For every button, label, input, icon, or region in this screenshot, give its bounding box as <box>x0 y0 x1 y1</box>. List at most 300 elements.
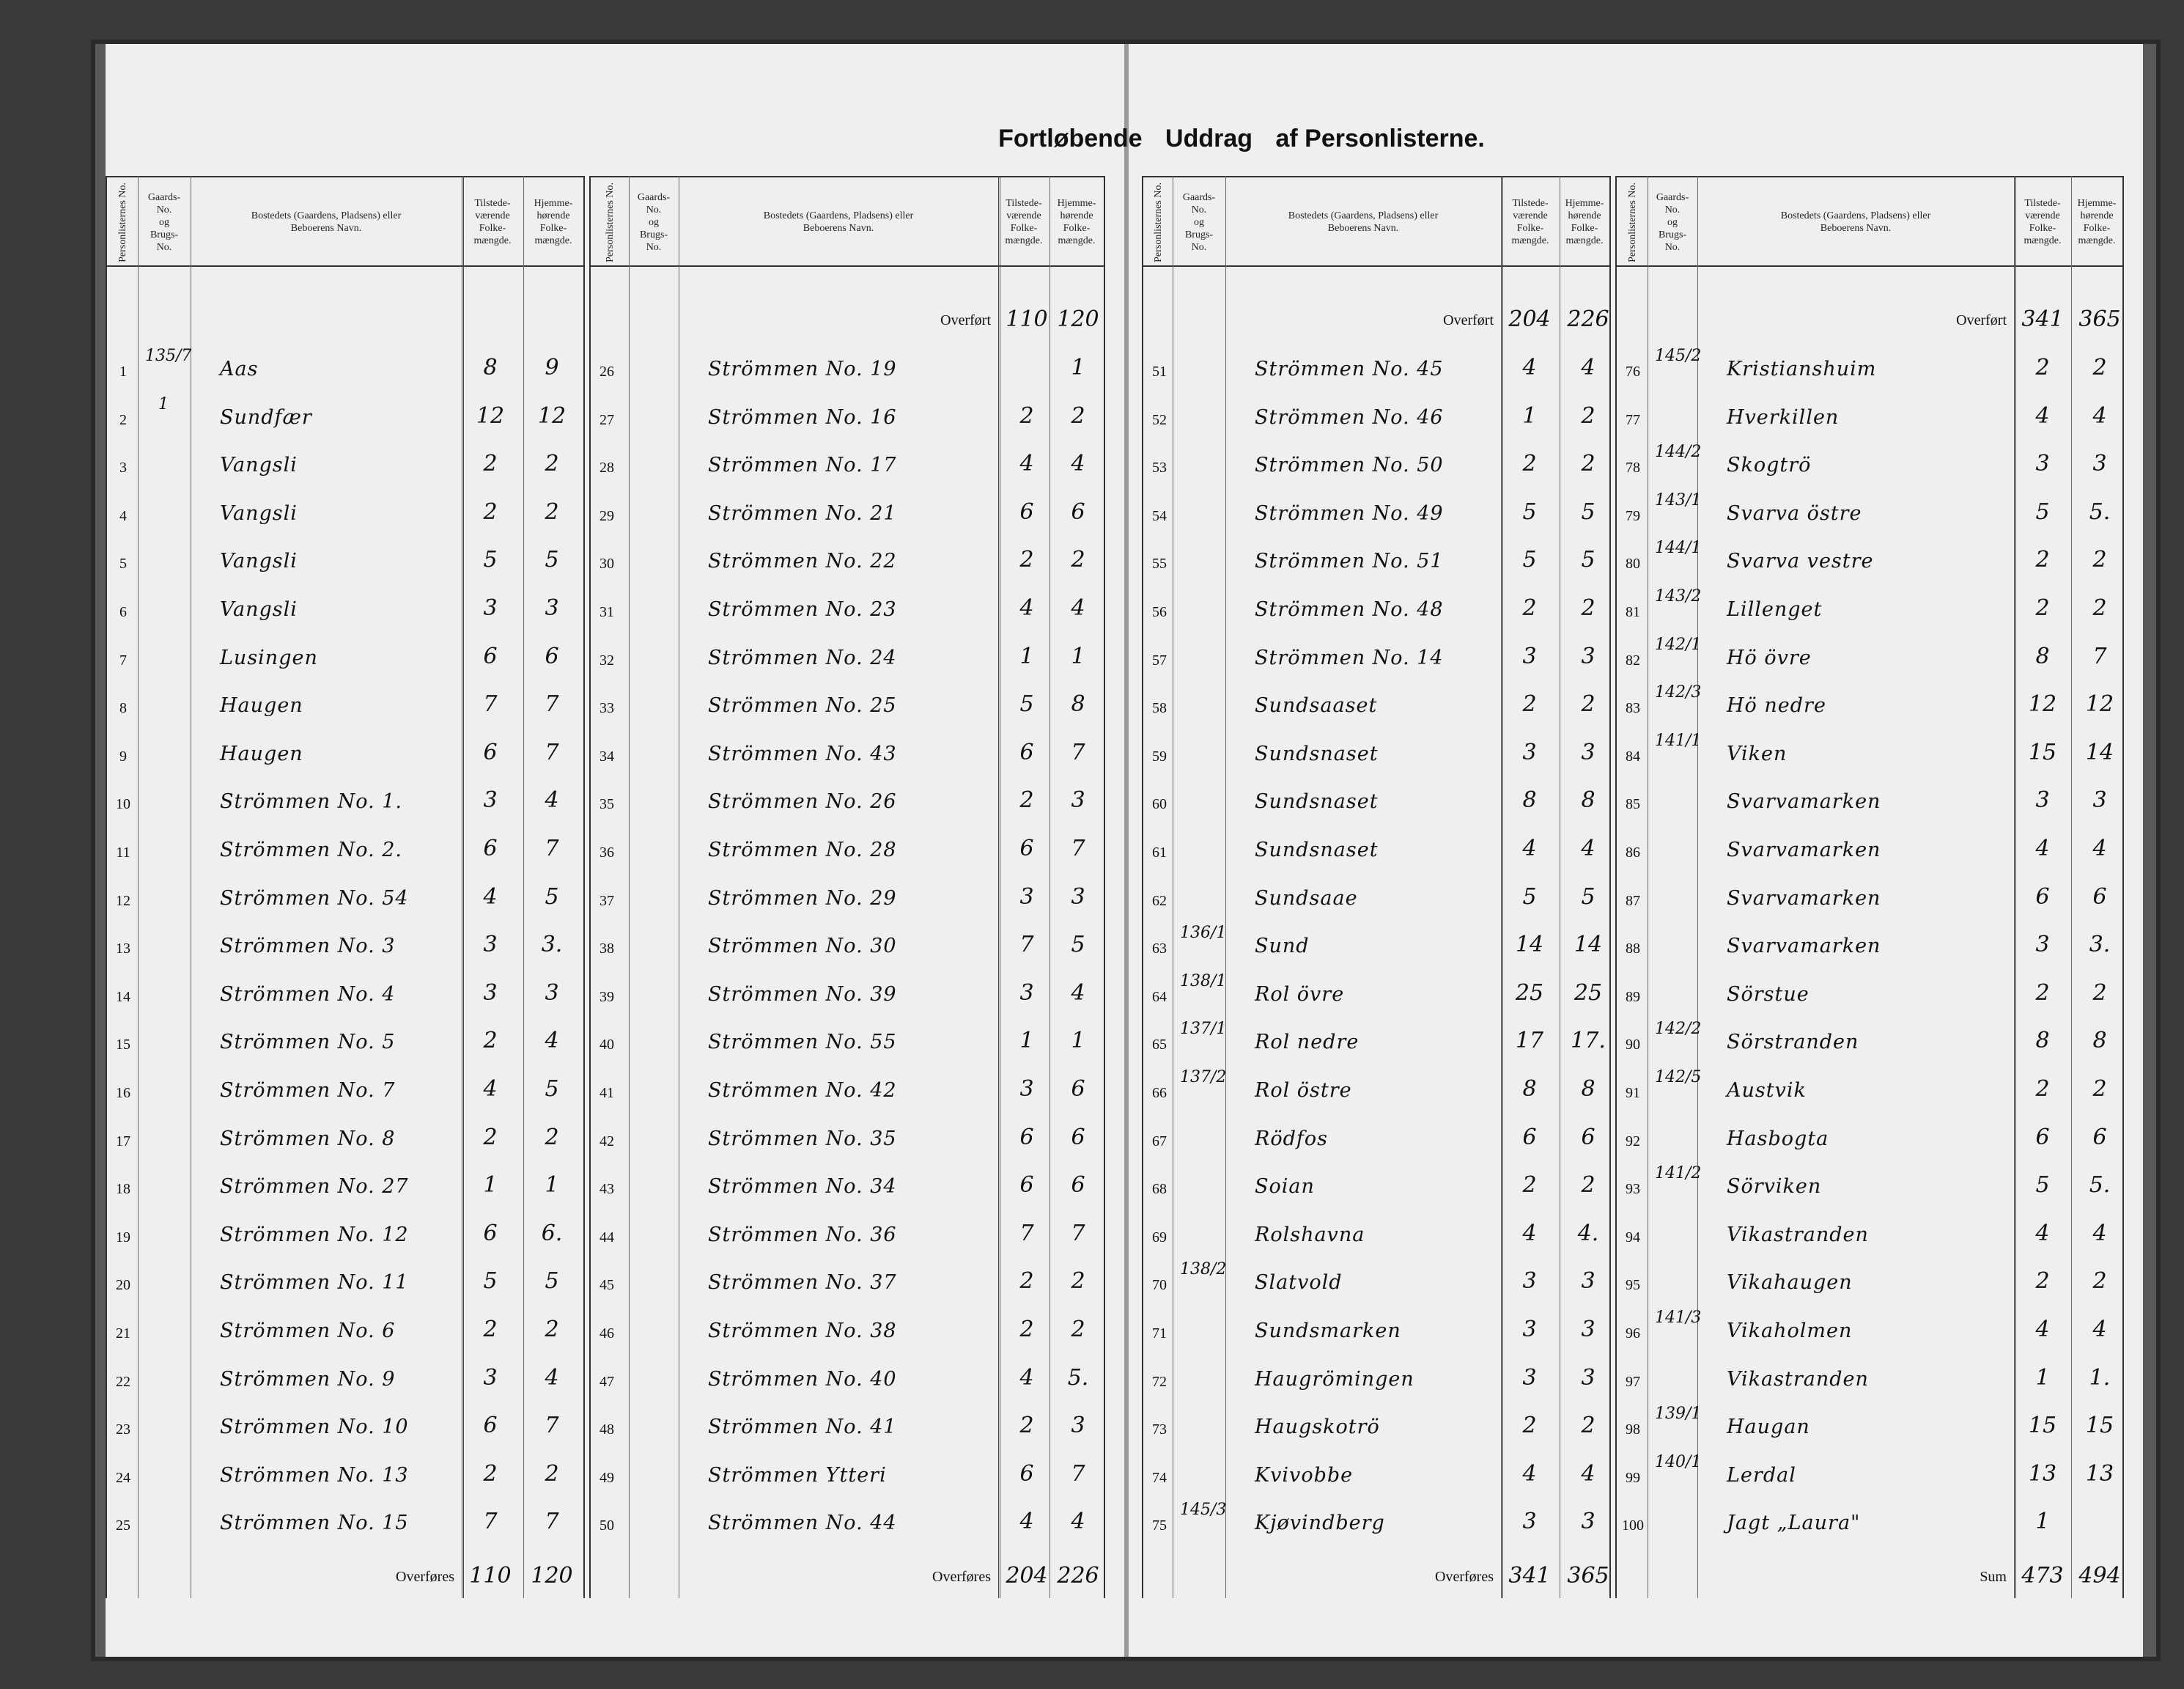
row-number: 79 <box>1626 507 1640 524</box>
farm-number: 136/1 <box>1180 924 1227 943</box>
header-gard <box>138 182 191 262</box>
count-resident: 3 <box>1581 739 1595 765</box>
count-resident: 3 <box>2092 787 2107 814</box>
row-number: 85 <box>1626 796 1640 813</box>
table-row <box>591 1314 1104 1358</box>
count-resident: 7 <box>545 691 559 718</box>
carried-in-row <box>591 306 1104 346</box>
row-number: 94 <box>1626 1229 1640 1245</box>
farm-number: 140/1 <box>1655 1452 1702 1471</box>
count-present: 2 <box>483 451 498 477</box>
table-row <box>591 496 1104 540</box>
count-present: 3 <box>483 932 498 958</box>
row-number: 99 <box>1626 1469 1640 1486</box>
table-row <box>591 1458 1104 1502</box>
residence-name: Vangsli <box>220 501 298 525</box>
row-number: 98 <box>1626 1421 1640 1438</box>
count-resident: 6 <box>1071 498 1085 525</box>
count-present: 2 <box>2035 1076 2050 1102</box>
count-resident: 7 <box>545 1413 559 1439</box>
residence-name: Vikastranden <box>1727 1367 1869 1391</box>
residence-name: Strömmen No. 35 <box>708 1127 897 1150</box>
count-resident: 15 <box>2085 1413 2114 1439</box>
row-number: 36 <box>600 844 614 861</box>
header-name-text: Bostedets (Gaardens, Pladsens) eller Beboerens Navn. <box>763 210 914 234</box>
row-number: 92 <box>1626 1133 1640 1149</box>
count-present: 4 <box>2035 836 2050 861</box>
ledger-panel-3 <box>1142 176 1611 1598</box>
row-number: 38 <box>600 941 614 957</box>
count-present: 3 <box>1522 1364 1537 1391</box>
residence-name: Vangsli <box>220 454 298 477</box>
count-present: 2 <box>1019 787 1034 814</box>
table-row <box>591 641 1104 685</box>
residence-name: Strömmen No. 46 <box>1255 405 1444 429</box>
table-row <box>1143 352 1609 396</box>
count-present: 3 <box>483 595 498 621</box>
count-resident: 2 <box>545 1460 559 1487</box>
count-present: 1 <box>2035 1509 2050 1535</box>
count-resident: 7 <box>1071 739 1085 765</box>
row-number: 49 <box>600 1469 614 1486</box>
count-present: 2 <box>1522 1413 1537 1439</box>
residence-name: Sundsnaset <box>1255 790 1379 814</box>
residence-name: Rödfos <box>1255 1127 1328 1150</box>
count-present: 4 <box>1522 836 1537 861</box>
title-word-3: af Personlisterne. <box>1275 125 1485 152</box>
row-number: 93 <box>1626 1181 1640 1198</box>
row-number: 56 <box>1152 604 1167 620</box>
row-number: 13 <box>116 941 130 957</box>
row-number: 37 <box>600 892 614 909</box>
carried-out-row <box>591 1560 1104 1597</box>
count-resident: 5 <box>545 1268 559 1295</box>
residence-name: Hö nedre <box>1727 694 1826 718</box>
count-present: 3 <box>1019 883 1034 910</box>
count-present: 5 <box>1019 691 1034 718</box>
table-row <box>1617 881 2122 925</box>
count-present: 6 <box>483 739 498 765</box>
table-row <box>591 1073 1104 1117</box>
row-number: 83 <box>1626 700 1640 717</box>
header-present <box>1501 182 1560 262</box>
residence-name: Sundsnaset <box>1255 742 1379 765</box>
count-resident: 1 <box>1071 643 1085 669</box>
table-row <box>107 1506 583 1550</box>
header-gard <box>629 182 679 262</box>
row-number: 11 <box>116 844 130 861</box>
count-resident: 2 <box>2092 547 2107 573</box>
count-resident: 17. <box>1571 1028 1606 1054</box>
table-row <box>107 1025 583 1069</box>
count-present: 12 <box>2028 691 2057 718</box>
count-resident: 2 <box>1071 1317 1085 1342</box>
residence-name: Jagt „Laura" <box>1727 1512 1861 1535</box>
count-present: 4 <box>1522 1460 1537 1487</box>
count-resident: 14 <box>1574 932 1603 958</box>
count-present: 3 <box>1522 739 1537 765</box>
count-resident: 2 <box>545 451 559 477</box>
count-present: 2 <box>2035 595 2050 621</box>
residence-name: Rol östre <box>1255 1079 1352 1102</box>
table-row <box>1617 1506 2122 1550</box>
table-row <box>107 1458 583 1502</box>
count-resident: 4 <box>2092 836 2107 861</box>
count-resident: 4. <box>1577 1220 1599 1246</box>
row-number: 22 <box>116 1373 130 1390</box>
row-number: 54 <box>1152 507 1167 524</box>
count-resident: 3 <box>1071 883 1085 910</box>
row-number: 84 <box>1626 748 1640 765</box>
row-number: 44 <box>600 1229 614 1245</box>
count-present: 6 <box>2035 1124 2050 1150</box>
header-resident <box>1560 182 1609 262</box>
table-row <box>1143 641 1609 685</box>
residence-name: Strömmen No. 8 <box>220 1127 396 1150</box>
farm-number: 138/1 <box>1180 971 1227 990</box>
header-resident-text: Hjemme- hørende Folke- mængde. <box>534 198 573 246</box>
count-resident: 1 <box>1071 355 1085 380</box>
header-rowno-text: Personlisternes No. <box>1626 182 1638 262</box>
count-resident: 12 <box>537 402 567 429</box>
residence-name: Sundsnaset <box>1255 839 1379 861</box>
count-present: 6 <box>1019 1124 1034 1150</box>
row-number: 59 <box>1152 748 1167 765</box>
residence-name: Sundfær <box>220 405 312 429</box>
sum-row <box>1617 1560 2122 1597</box>
farm-number: 144/1 <box>1655 539 1702 558</box>
residence-name: Strömmen No. 1. <box>220 790 402 814</box>
count-present: 4 <box>2035 1220 2050 1246</box>
table-row <box>1143 1218 1609 1262</box>
row-number: 15 <box>116 1037 130 1053</box>
farm-number: 135/7 <box>145 347 192 365</box>
count-resident: 7 <box>545 739 559 765</box>
row-number: 88 <box>1626 941 1640 957</box>
residence-name: Kvivobbe <box>1255 1463 1354 1487</box>
count-resident: 5. <box>2089 1172 2111 1199</box>
table-row <box>1143 1020 1609 1069</box>
row-number: 29 <box>600 507 614 524</box>
header-rowno <box>1143 182 1173 262</box>
residence-name: Strömmen No. 9 <box>220 1367 396 1391</box>
count-present: 2 <box>1522 1172 1537 1199</box>
count-resident: 7 <box>545 1509 559 1535</box>
count-resident: 2 <box>1581 595 1595 621</box>
table-row <box>591 737 1104 781</box>
row-number: 80 <box>1626 556 1640 573</box>
residence-name: Haugskotrö <box>1255 1416 1380 1439</box>
count-present: 5 <box>2035 498 2050 525</box>
row-number: 95 <box>1626 1277 1640 1294</box>
farm-number: 141/1 <box>1655 731 1702 750</box>
table-row <box>1143 688 1609 732</box>
count-resident: 6 <box>2092 883 2107 910</box>
farm-number: 142/1 <box>1655 635 1702 654</box>
row-number: 96 <box>1626 1325 1640 1342</box>
table-row <box>107 784 583 828</box>
row-number: 45 <box>600 1277 614 1294</box>
count-present: 2 <box>483 1317 498 1342</box>
column-header <box>1143 176 1609 267</box>
row-number: 67 <box>1152 1133 1167 1149</box>
column-header <box>107 176 583 267</box>
row-number: 75 <box>1152 1517 1167 1534</box>
residence-name: Strömmen No. 42 <box>708 1079 897 1102</box>
count-resident: 4 <box>1581 1460 1595 1487</box>
count-present: 2 <box>483 1124 498 1150</box>
book-gutter <box>1124 44 1129 1657</box>
table-row <box>107 977 583 1021</box>
residence-name: Vikahaugen <box>1727 1271 1853 1295</box>
residence-name: Haugrömingen <box>1255 1367 1414 1391</box>
count-resident: 7 <box>1071 836 1085 861</box>
count-resident: 4 <box>2092 1220 2107 1246</box>
header-name <box>679 182 998 262</box>
count-resident: 2 <box>2092 1076 2107 1102</box>
farm-number: 142/2 <box>1655 1020 1702 1039</box>
row-number: 47 <box>600 1373 614 1390</box>
carried-out-row <box>1143 1560 1609 1597</box>
table-row <box>1143 924 1609 973</box>
table-row <box>107 929 583 973</box>
table-row <box>107 1314 583 1358</box>
table-row <box>591 688 1104 732</box>
count-present: 1 <box>1522 402 1537 429</box>
farm-number: 1 <box>158 394 169 413</box>
header-name <box>1697 182 2014 262</box>
residence-name: Sundsmarken <box>1255 1320 1401 1342</box>
count-present: 3 <box>1522 643 1537 669</box>
farm-number: 137/1 <box>1180 1020 1227 1039</box>
table-row <box>591 1025 1104 1069</box>
count-present: 2 <box>2035 979 2050 1006</box>
count-resident: 2 <box>1581 691 1595 718</box>
count-resident: 4 <box>545 1028 559 1054</box>
carried_out-present: 204 <box>1006 1563 1048 1589</box>
row-number: 77 <box>1626 411 1640 428</box>
count-resident: 5 <box>1071 932 1085 958</box>
table-row <box>107 1169 583 1213</box>
count-resident: 2 <box>2092 979 2107 1006</box>
row-number: 74 <box>1152 1469 1167 1486</box>
table-row <box>1617 977 2122 1021</box>
header-gard-text: Gaards- No. og Brugs- No. <box>1182 191 1216 253</box>
header-resident-text: Hjemme- hørende Folke- mængde. <box>1057 198 1096 246</box>
count-resident: 3 <box>545 979 559 1006</box>
table-row <box>1143 1169 1609 1213</box>
residence-name: Strömmen No. 7 <box>220 1079 396 1102</box>
table-row <box>1617 347 2122 396</box>
residence-name: Strömmen No. 50 <box>1255 454 1444 477</box>
carried-out-label: Overføres <box>932 1569 991 1585</box>
row-number: 87 <box>1626 892 1640 909</box>
page-title <box>948 125 1535 153</box>
count-present: 6 <box>1522 1124 1537 1150</box>
table-row <box>1617 929 2122 973</box>
count-resident: 2 <box>1581 1172 1595 1199</box>
count-present: 2 <box>1522 595 1537 621</box>
table-row <box>1617 1218 2122 1262</box>
count-present: 6 <box>483 1413 498 1439</box>
table-row <box>1617 400 2122 444</box>
table-row <box>591 833 1104 877</box>
table-row <box>1143 833 1609 877</box>
count-resident: 2 <box>1581 451 1595 477</box>
header-resident <box>1049 182 1104 262</box>
row-number: 23 <box>116 1421 130 1438</box>
count-resident: 1. <box>2089 1364 2111 1391</box>
table-row <box>1617 635 2122 685</box>
count-resident: 6 <box>2092 1124 2107 1150</box>
count-resident: 5 <box>1581 883 1595 910</box>
residence-name: Strömmen No. 24 <box>708 646 897 669</box>
row-number: 33 <box>600 700 614 717</box>
residence-name: Soian <box>1255 1175 1315 1199</box>
row-number: 73 <box>1152 1421 1167 1438</box>
farm-number: 137/2 <box>1180 1068 1227 1086</box>
count-present: 1 <box>1019 1028 1034 1054</box>
header-rowno <box>591 182 629 262</box>
header-present <box>2014 182 2071 262</box>
carried_out-present: 110 <box>469 1563 512 1589</box>
row-number: 7 <box>119 652 127 669</box>
count-present: 3 <box>1019 1076 1034 1102</box>
residence-name: Strömmen No. 19 <box>708 358 897 380</box>
table-row <box>1617 1020 2122 1069</box>
count-present: 3 <box>1019 979 1034 1006</box>
residence-name: Strömmen No. 28 <box>708 839 897 861</box>
table-row <box>107 1218 583 1262</box>
count-resident: 3 <box>545 595 559 621</box>
count-present: 5 <box>1522 498 1537 525</box>
count-present: 4 <box>2035 402 2050 429</box>
count-present: 2 <box>1019 402 1034 429</box>
header-rowno <box>1617 182 1648 262</box>
residence-name: Strömmen No. 41 <box>708 1416 897 1439</box>
count-present: 5 <box>1522 883 1537 910</box>
residence-name: Vangsli <box>220 550 298 573</box>
count-present: 4 <box>1522 355 1537 380</box>
count-present: 4 <box>483 1076 498 1102</box>
count-resident: 2 <box>2092 1268 2107 1295</box>
residence-name: Strömmen No. 11 <box>220 1271 409 1295</box>
residence-name: Strömmen No. 2. <box>220 839 402 861</box>
count-present: 25 <box>1515 979 1544 1006</box>
row-number: 10 <box>116 796 130 813</box>
residence-name: Svarva vestre <box>1727 550 1874 573</box>
carried-in-row <box>1143 306 1609 346</box>
count-present: 6 <box>1019 739 1034 765</box>
carried-in-row <box>1617 306 2122 346</box>
residence-name: Strömmen No. 48 <box>1255 598 1444 621</box>
table-row <box>1617 1452 2122 1502</box>
table-row <box>107 1362 583 1406</box>
residence-name: Sörstranden <box>1727 1031 1859 1054</box>
count-present: 8 <box>2035 643 2050 669</box>
header-name-text: Bostedets (Gaardens, Pladsens) eller Beboerens Navn. <box>251 210 402 234</box>
table-row <box>1143 971 1609 1021</box>
row-number: 76 <box>1626 364 1640 380</box>
count-resident: 3. <box>541 932 563 958</box>
count-resident: 4 <box>545 787 559 814</box>
row-number: 27 <box>600 411 614 428</box>
count-present: 4 <box>1019 595 1034 621</box>
table-row <box>1143 881 1609 925</box>
row-number: 14 <box>116 988 130 1005</box>
table-row <box>1143 1068 1609 1117</box>
row-number: 71 <box>1152 1325 1167 1342</box>
row-number: 32 <box>600 652 614 669</box>
count-present: 8 <box>2035 1028 2050 1054</box>
carried-in-label: Overført <box>1443 312 1494 328</box>
table-row <box>107 688 583 732</box>
count-present: 2 <box>483 1028 498 1054</box>
count-resident: 7 <box>2092 643 2107 669</box>
count-present: 7 <box>1019 1220 1034 1246</box>
table-row <box>107 1122 583 1166</box>
carried-out-row <box>107 1560 583 1597</box>
row-number: 18 <box>116 1181 130 1198</box>
residence-name: Svarvamarken <box>1727 886 1881 910</box>
header-present-text: Tilstede- værende Folke- mængde. <box>473 198 512 246</box>
table-row <box>591 929 1104 973</box>
row-number: 69 <box>1152 1229 1167 1245</box>
farm-number: 141/3 <box>1655 1309 1702 1327</box>
table-row <box>107 1410 583 1454</box>
residence-name: Aas <box>220 358 259 380</box>
column-header <box>591 176 1104 267</box>
row-number: 26 <box>600 364 614 380</box>
residence-name: Strömmen No. 54 <box>220 886 409 910</box>
residence-name: Sund <box>1255 935 1310 958</box>
count-resident: 12 <box>2085 691 2114 718</box>
ledger-book <box>95 44 2156 1657</box>
residence-name: Strömmen No. 49 <box>1255 501 1444 525</box>
table-row <box>1143 784 1609 828</box>
residence-name: Strömmen No. 13 <box>220 1463 409 1487</box>
row-number: 90 <box>1626 1037 1640 1053</box>
residence-name: Skogtrö <box>1727 454 1812 477</box>
residence-name: Svarvamarken <box>1727 935 1881 958</box>
row-number: 39 <box>600 988 614 1005</box>
carried-in-resident: 365 <box>2078 306 2121 332</box>
count-resident: 5 <box>545 547 559 573</box>
residence-name: Svarva östre <box>1727 501 1862 525</box>
row-number: 70 <box>1152 1277 1167 1294</box>
count-present: 4 <box>1019 1364 1034 1391</box>
count-present: 5 <box>483 547 498 573</box>
header-present <box>462 182 523 262</box>
residence-name: Strömmen No. 27 <box>220 1175 409 1199</box>
count-resident: 4 <box>1071 451 1085 477</box>
residence-name: Strömmen No. 43 <box>708 742 897 765</box>
count-resident: 8 <box>2092 1028 2107 1054</box>
count-resident: 2 <box>545 498 559 525</box>
farm-number: 144/2 <box>1655 443 1702 462</box>
residence-name: Strömmen No. 37 <box>708 1271 897 1295</box>
count-resident: 1 <box>545 1172 559 1199</box>
carried-in-label: Overført <box>1956 312 2007 328</box>
header-name-text: Bostedets (Gaardens, Pladsens) eller Beboerens Navn. <box>1288 210 1439 234</box>
residence-name: Strömmen No. 21 <box>708 501 897 525</box>
residence-name: Strömmen No. 44 <box>708 1512 897 1535</box>
residence-name: Vangsli <box>220 598 298 621</box>
residence-name: Kjøvindberg <box>1255 1512 1385 1535</box>
count-present: 2 <box>483 498 498 525</box>
farm-number: 143/1 <box>1655 490 1702 509</box>
table-row <box>1617 683 2122 732</box>
